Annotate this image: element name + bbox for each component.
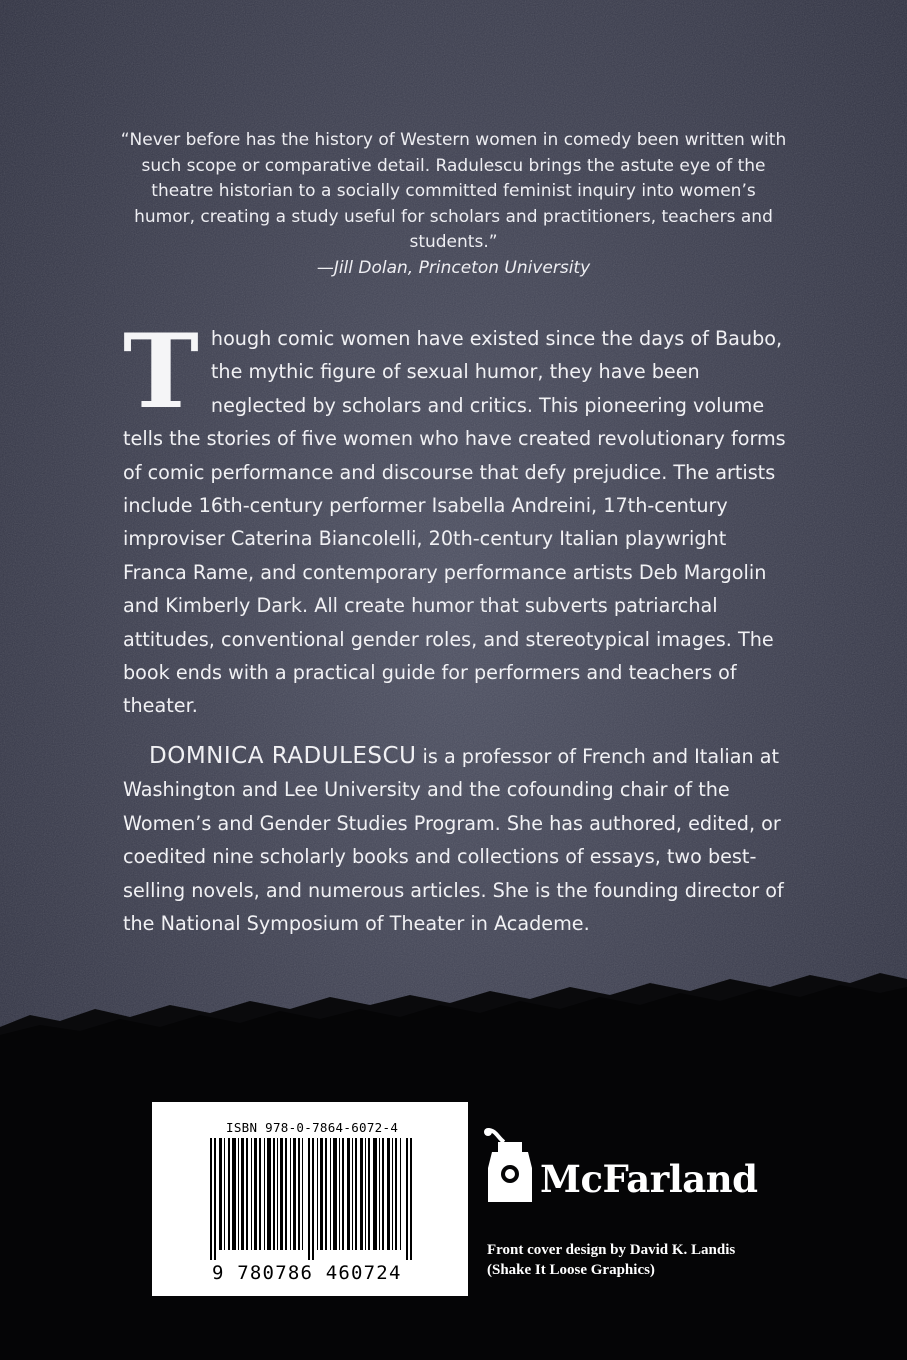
author-bio [123, 740, 793, 940]
isbn-barcode [152, 1102, 468, 1296]
cover-design-credit [487, 1240, 807, 1280]
quote-text: “Never before has the history of Western women in comedy been written with such scope or comparative detail. Radulescu brings the astute eye of the theatre historian to a socially committed feminist inquiry into women’s humor, creating a study useful for scholars and practitioners, teachers and students.” [120, 130, 787, 252]
torn-paper-edge [0, 965, 907, 1075]
bio-text: is a professor of French and Italian at Washington and Lee University and the cofounding chair of the Women’s and Gender Studies Program. She has authored, edited, or coedited nine scholarly books and collections of essays, two best-selling novels, and numerous articles. She is the founding director of the National Symposium of Theater in Academe. [123, 745, 784, 936]
credit-line-2: (Shake It Loose Graphics) [487, 1262, 655, 1278]
barcode-bars [210, 1138, 414, 1260]
description-text: hough comic women have existed since the days of Baubo, the mythic figure of sexual humor, they have been neglected by scholars and critics. This pioneering volume tells the stories of five women who have created revolutionary forms of comic performance and discourse that defy prejudice. The artists include 16th-century performer Isabella Andreini, 17th-century improviser Caterina Biancolelli, 20th-century Italian playwright Franca Rame, and contemporary performance artists Deb Margolin and Kimberly Dark. All create humor that subverts patriarchal attitudes, conventional gender roles, and stereotypical images. The book ends with a practical guide for performers and teachers of theater. [123, 327, 786, 718]
isbn-label: ISBN 978-0-7864-6072-4 [226, 1120, 399, 1135]
quote-attribution: —Jill Dolan, Princeton University [316, 257, 591, 278]
barcode-number: 9 780786 460724 [212, 1262, 402, 1284]
credit-line-1: Front cover design by David K. Landis [487, 1242, 736, 1258]
lantern-icon [482, 1128, 538, 1208]
author-name: DOMNICA RADULESCU [149, 743, 417, 769]
drop-cap: T [123, 312, 199, 432]
book-description [123, 312, 793, 723]
publisher-name: McFarland [540, 1157, 758, 1201]
endorsement-quote [120, 128, 787, 281]
